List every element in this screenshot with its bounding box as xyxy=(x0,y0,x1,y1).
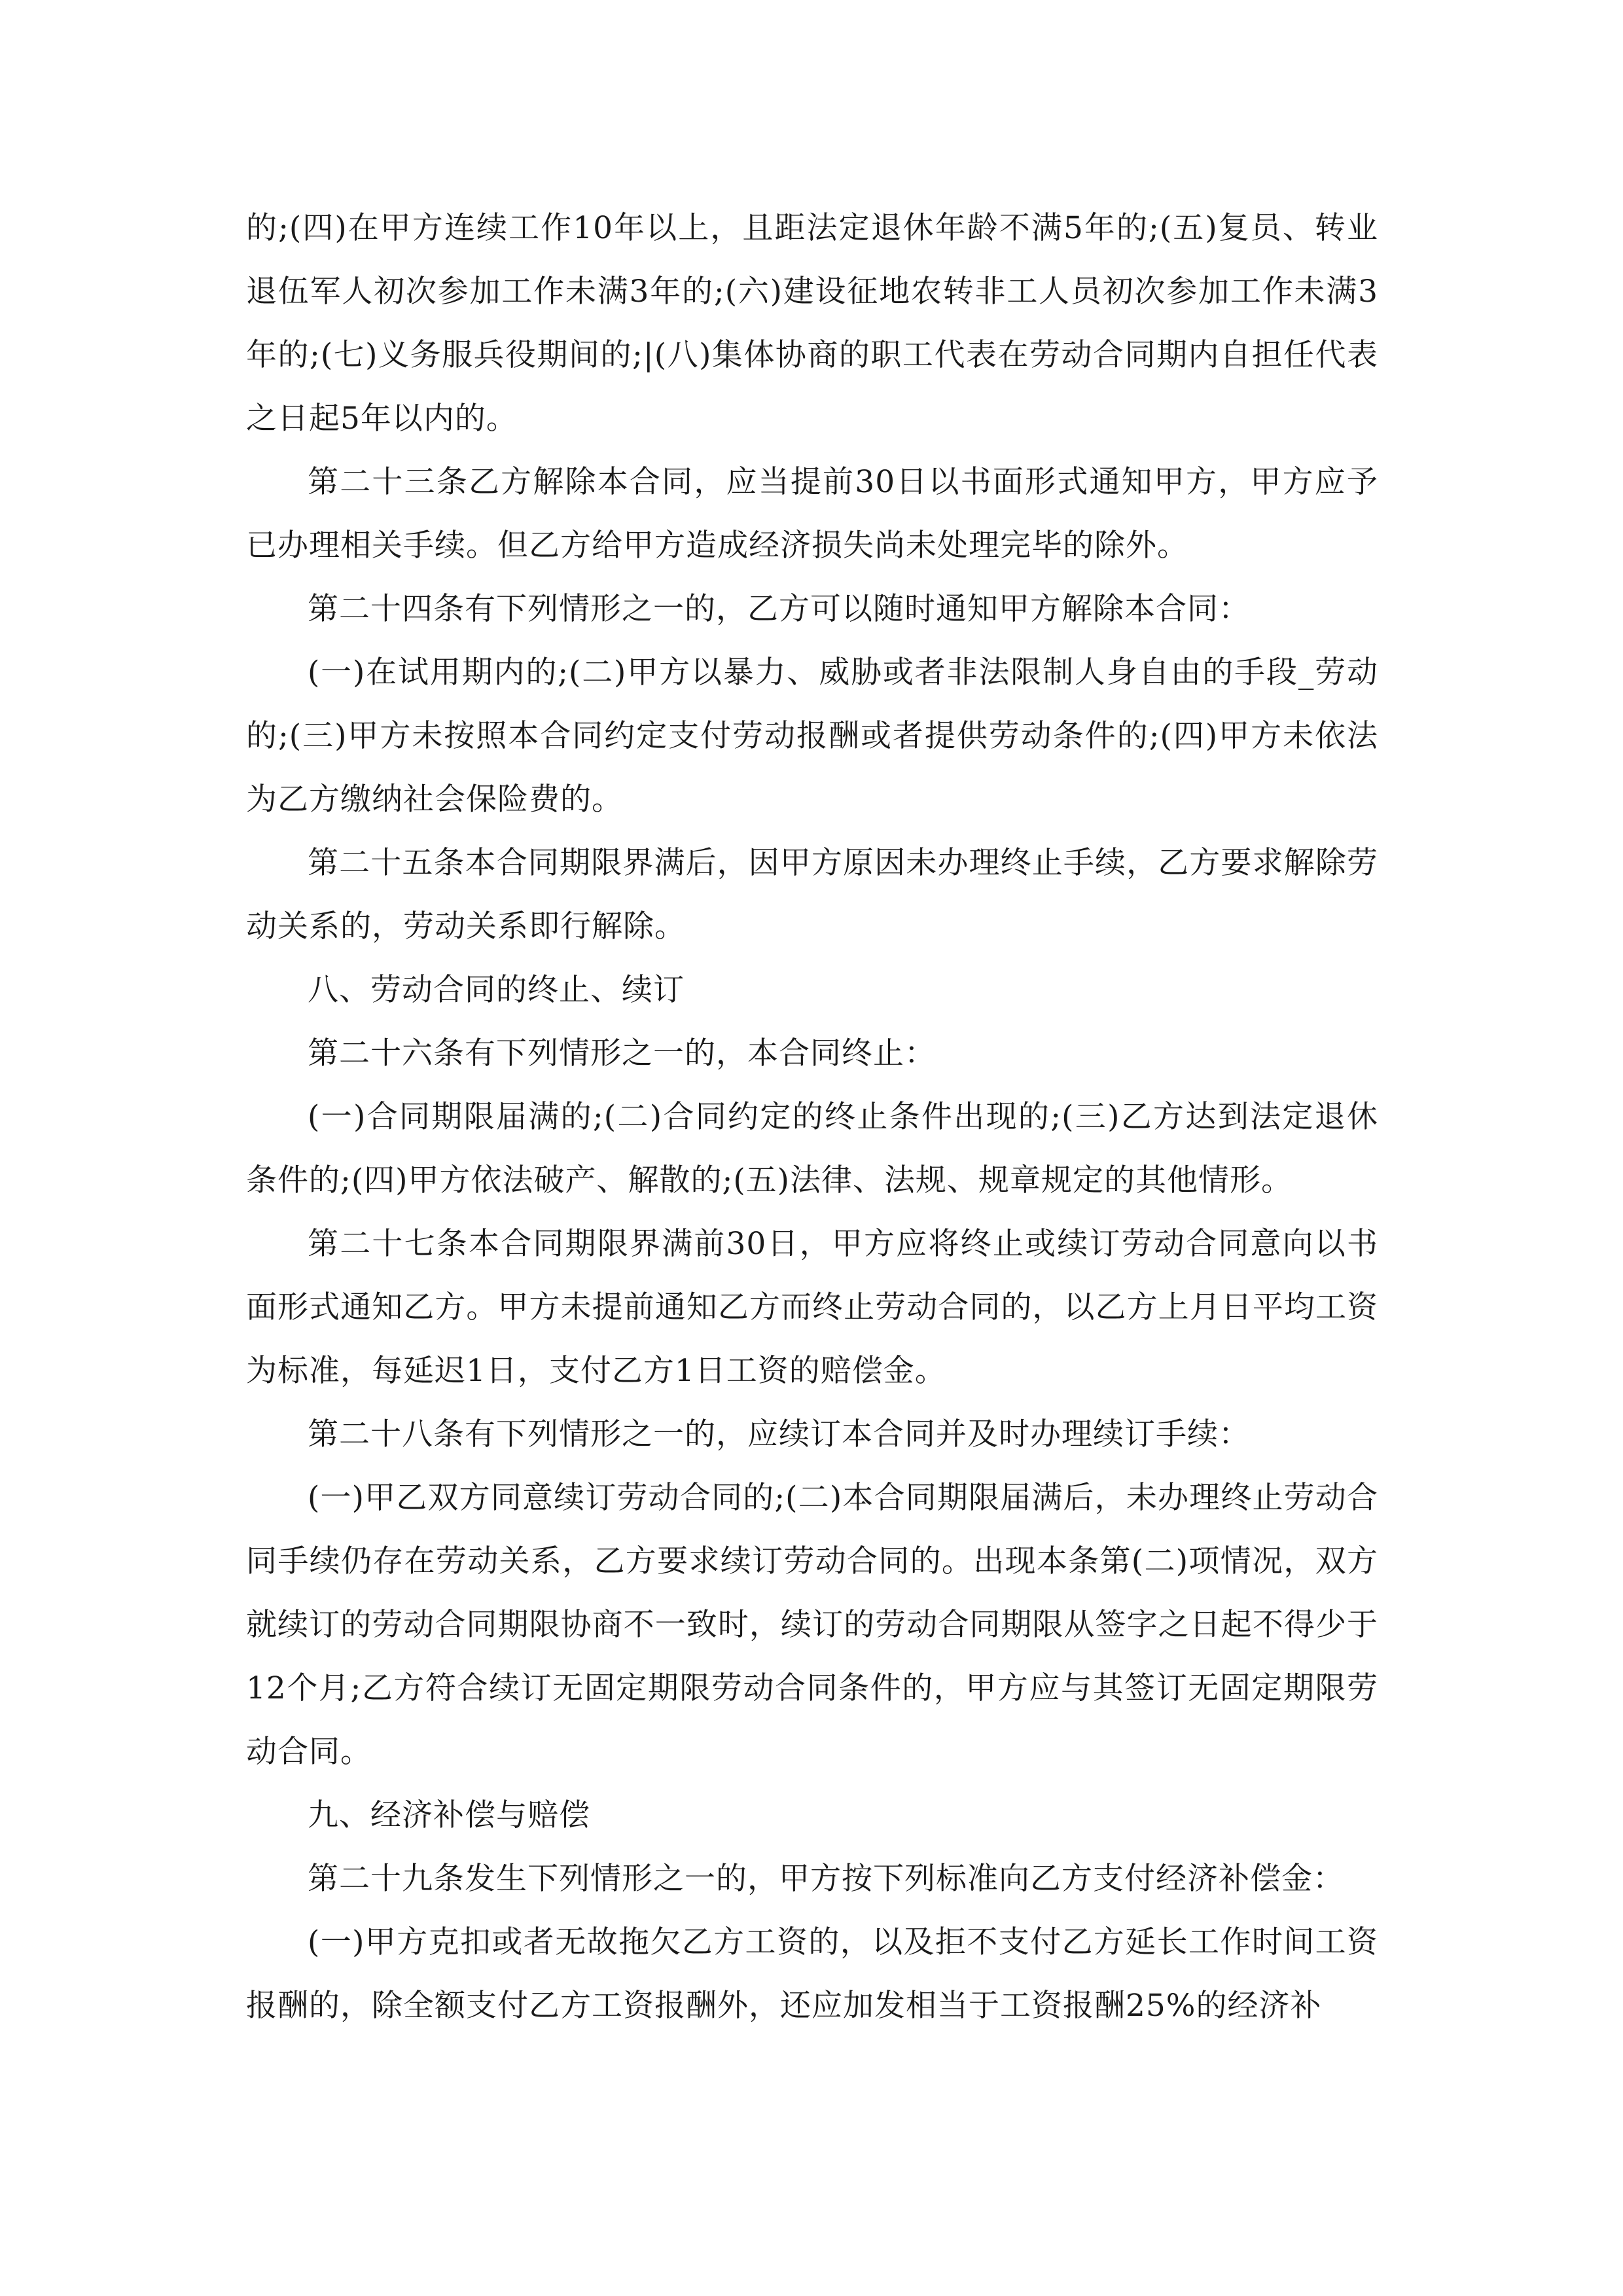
paragraph: (一)合同期限届满的;(二)合同约定的终止条件出现的;(三)乙方达到法定退休条件的;(四)甲方依法破产、解散的;(五)法律、法规、规章规定的其他情形。 xyxy=(246,1099,1378,1198)
paragraph: 的;(四)在甲方连续工作10年以上，且距法定退休年龄不满5年的;(五)复员、转业退伍军人初次参加工作未满3年的;(六)建设征地农转非工人员初次参加工作未满3年的;(七)义务服兵役期间的;|(八)集体协商的职工代表在劳动合同期内自担任代表之日起5年以内的。 xyxy=(246,210,1378,437)
paragraph: 第二十四条有下列情形之一的，乙方可以随时通知甲方解除本合同： xyxy=(308,591,1250,627)
paragraph: 第二十七条本合同期限界满前30日，甲方应将终止或续订劳动合同意向以书面形式通知乙方。甲方未提前通知乙方而终止劳动合同的，以乙方上月日平均工资为标准，每延迟1日，支付乙方1日工资的赔偿金。 xyxy=(246,1226,1378,1389)
paragraph: 第二十六条有下列情形之一的，本合同终止： xyxy=(308,1035,936,1071)
paragraph: 第二十八条有下列情形之一的，应续订本合同并及时办理续订手续： xyxy=(308,1416,1250,1452)
section-heading: 八、劳动合同的终止、续订 xyxy=(308,972,685,1008)
section-heading: 九、经济补偿与赔偿 xyxy=(308,1797,590,1833)
paragraph: 第二十九条发生下列情形之一的，甲方按下列标准向乙方支付经济补偿金： xyxy=(308,1861,1344,1897)
paragraph: (一)在试用期内的;(二)甲方以暴力、威胁或者非法限制人身自由的手段_劳动的;(三)甲方未按照本合同约定支付劳动报酬或者提供劳动条件的;(四)甲方未依法为乙方缴纳社会保险费的。 xyxy=(246,655,1378,817)
paragraph: 第二十五条本合同期限界满后，因甲方原因未办理终止手续，乙方要求解除劳动关系的，劳动关系即行解除。 xyxy=(246,845,1378,944)
paragraph: 第二十三条乙方解除本合同，应当提前30日以书面形式通知甲方，甲方应予已办理相关手续。但乙方给甲方造成经济损失尚未处理完毕的除外。 xyxy=(246,464,1378,564)
paragraph: (一)甲方克扣或者无故拖欠乙方工资的，以及拒不支付乙方延长工作时间工资报酬的，除全额支付乙方工资报酬外，还应加发相当于工资报酬25%的经济补 xyxy=(246,1924,1378,2024)
paragraph: (一)甲乙双方同意续订劳动合同的;(二)本合同期限届满后，未办理终止劳动合同手续仍存在劳动关系，乙方要求续订劳动合同的。出现本条第(二)项情况，双方就续订的劳动合同期限协商不一致时，续订的劳动合同期限从签字之日起不得少于12个月;乙方符合续订无固定期限劳动合同条件的，甲方应与其签订无固定期限劳动合同。 xyxy=(246,1480,1378,1770)
document-body xyxy=(246,196,1378,2037)
